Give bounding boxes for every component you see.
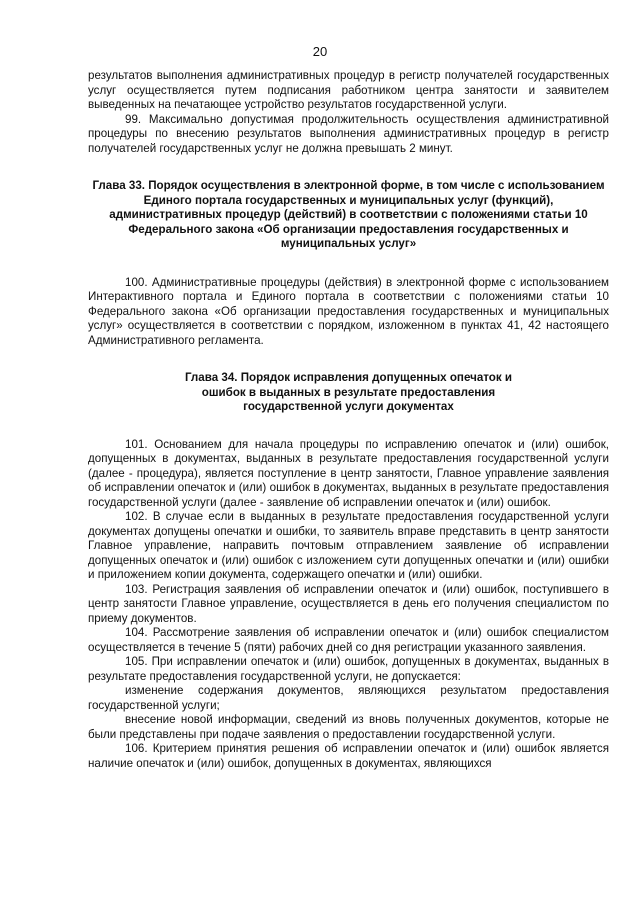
paragraph-105: 105. При исправлении опечаток и (или) ошибок, допущенных в документах, выданных в результате предоставления государственной услуги, не допускается: bbox=[88, 655, 609, 683]
paragraph-106: 106. Критерием принятия решения об исправлении опечаток и (или) ошибок является наличие опечаток и (или) ошибок, допущенных в документах, являющихся bbox=[88, 742, 609, 770]
paragraph-104: 104. Рассмотрение заявления об исправлении опечаток и (или) ошибок специалистом осуществляется в течение 5 (пяти) рабочих дней со дня регистрации указанного заявления. bbox=[88, 626, 609, 654]
paragraph-continuation: результатов выполнения административных процедур в регистр получателей государственных услуг осуществляется путем подписания работником центра занятости и заявителем выведенных на печатающее устройство результатов государственной услуги. bbox=[88, 69, 609, 111]
paragraph-99: 99. Максимально допустимая продолжительность осуществления административной процедуры по внесению результатов выполнения административных процедур в регистр получателей государственных услуг не должна превышать 2 минут. bbox=[88, 112, 609, 155]
page-number: 20 bbox=[312, 44, 328, 59]
document-body bbox=[88, 69, 609, 771]
paragraph-101: 101. Основанием для начала процедуры по исправлению опечаток и (или) ошибок, допущенных в документах, выданных в результате предоставления государственной услуги (далее - процедура), является поступление в центр занятости, Главное управление заявления об исправлении опечаток и (или) ошибок в документах, выданных в результате предоставления государственной услуги (далее - заявление об исправлении опечаток и (или) ошибок. bbox=[88, 437, 609, 509]
paragraph-102: 102. В случае если в выданных в результате предоставления государственной услуги документах допущены опечатки и ошибки, то заявитель вправе представить в центр занятости Главное управление, направить почтовым отправлением заявление об исправлении допущенных опечаток и (или) ошибок с изложением сути допущенных опечатки и (или) ошибки и приложением копии документа, содержащего опечатки и (или) ошибки. bbox=[88, 510, 609, 581]
chapter-33-heading: Глава 33. Порядок осуществления в электронной форме, в том числе с использованием Единого портала государственных и муниципальных услуг (функций), административных процедур (действий) в соответствии с положениями статьи 10 Федерального закона «Об организации предоставления государственных и муниципальных услуг» bbox=[92, 179, 605, 250]
paragraph-105-item-2: внесение новой информации, сведений из вновь полученных документов, которые не были представлены при подаче заявления о предоставлении государственной услуги. bbox=[88, 713, 609, 741]
paragraph-105-item-1: изменение содержания документов, являющихся результатом предоставления государственной услуги; bbox=[88, 684, 609, 712]
chapter-34-heading: Глава 34. Порядок исправления допущенных опечаток и ошибок в выданных в результате предоставления государственной услуги документах bbox=[184, 371, 513, 413]
paragraph-100: 100. Административные процедуры (действия) в электронной форме с использованием Интерактивного портала и Единого портала в соответствии с положениями статьи 10 Федерального закона «Об организации предоставления государственных и муниципальных услуг» осуществляется в соответствии с порядком, изложенном в пунктах 41, 42 настоящего Административного регламента. bbox=[88, 275, 609, 347]
paragraph-103: 103. Регистрация заявления об исправлении опечаток и (или) ошибок, поступившего в центр занятости Главное управление, осуществляется в день его получения специалистом по приему документов. bbox=[88, 582, 609, 625]
